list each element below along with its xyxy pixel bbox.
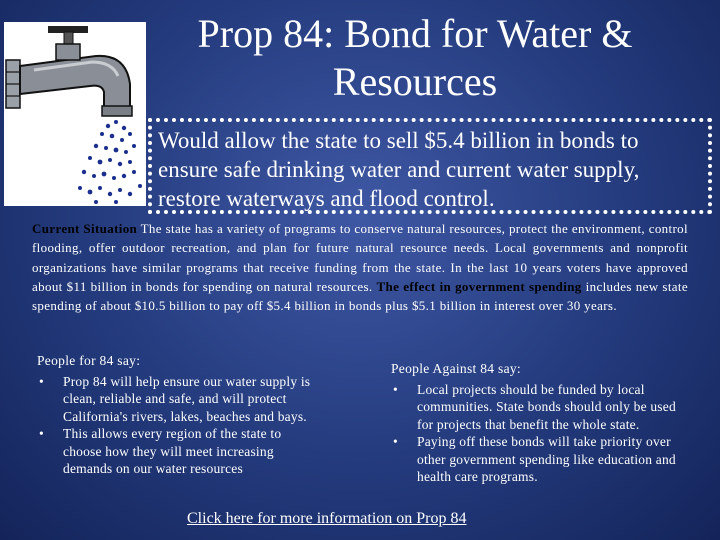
list-item [391,381,681,434]
arguments-against [391,360,681,486]
spending-effect-label: The effect in government spending [376,278,582,294]
list-item-text: Prop 84 will help ensure our water supply is clean, reliable and safe, and will protect California's rivers, lakes, beaches and bays. [63,373,311,424]
arguments-for-heading: People for 84 say: [37,353,141,368]
list-item [391,433,681,486]
list-item [37,425,319,478]
arguments-against-heading: People Against 84 say: [391,361,521,376]
situation-text-2: includes new state spending of about $10.5 billion to pay off $5.4 billion in bonds plus $5.1 billion in interest over 30 years. [32,278,688,314]
list-item-text: This allows every region of the state to choose how they will meet increasing demands on our water resources [63,426,282,476]
faucet-clipart [4,22,146,206]
faucet-icon [4,22,146,206]
list-item-text: Paying off these bonds will take priority over other government spending like education and health care programs. [417,434,676,484]
bullet: • [393,434,398,449]
more-info-link[interactable]: Click here for more information on Prop 84 [187,510,467,527]
bullet: • [39,426,44,441]
arguments-against-list [391,381,681,486]
situation-text-1: The state has a variety of programs to conserve natural resources, protect the environment, control flooding, offer outdoor recreation, and plan for future natural resource needs. Local governments and nonprofit organizations have similar programs that receive funding from the state. In the last 10 years voters have approved about $11 billion in bonds for spending on natural resources. [32,221,688,294]
bullet: • [39,373,44,389]
list-item [37,373,319,426]
current-situation-paragraph [32,219,688,315]
summary-box: Would allow the state to sell $5.4 billion in bonds to ensure safe drinking water and current water supply, restore waterways and flood control. [148,118,712,214]
arguments-for [37,352,319,478]
list-item-text: Local projects should be funded by local communities. State bonds should only be used for projects that benefit the whole state. [417,381,676,432]
slide-title: Prop 84: Bond for Water & Resources [197,11,633,104]
current-situation-label: Current Situation [32,221,138,236]
arguments-for-list [37,373,319,478]
bullet: • [393,381,398,397]
